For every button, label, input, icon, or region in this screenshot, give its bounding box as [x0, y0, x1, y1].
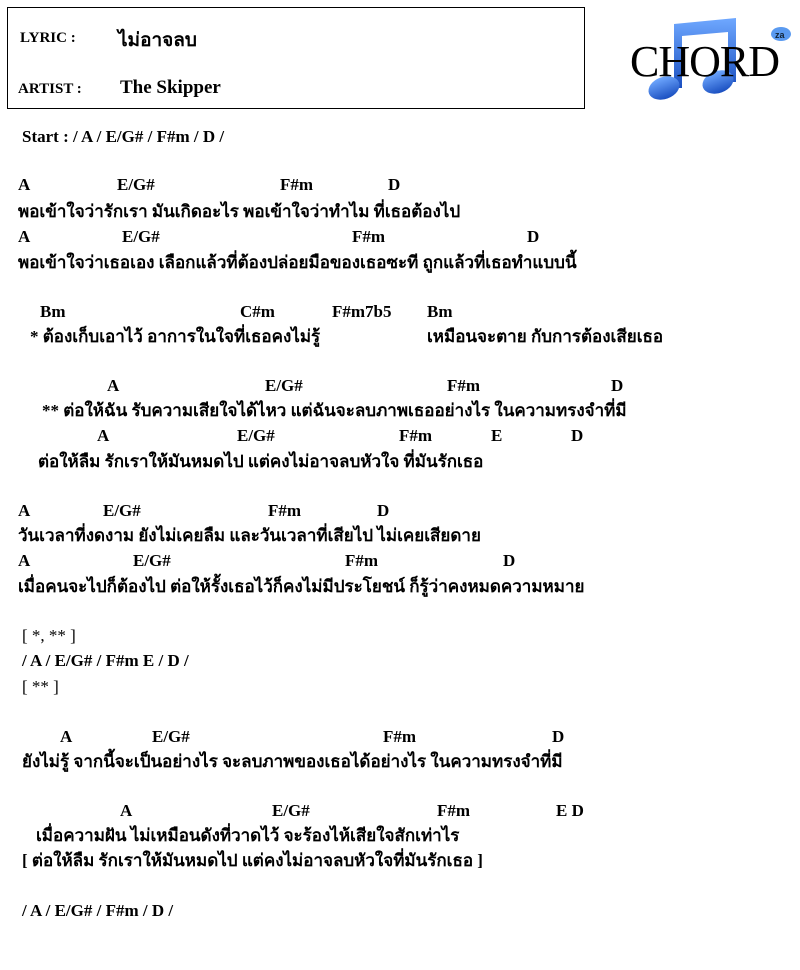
chord: F#m	[268, 501, 302, 520]
chord: F#m	[345, 551, 379, 570]
chord: E	[491, 426, 503, 445]
outro-line: / A / E/G# / F#m / D /	[22, 901, 174, 920]
chord: A	[97, 426, 110, 445]
chord: A	[60, 727, 73, 746]
lyric-line: เมื่อความฝัน ไม่เหมือนดังที่วาดไว้ จะร้องไห้เสียใจสักเท่าไร	[36, 826, 460, 845]
chord: E D	[556, 801, 584, 820]
chord: E/G#	[117, 175, 155, 194]
chord: F#m7b5	[332, 302, 392, 321]
logo-text: CHORD	[630, 37, 780, 86]
chord: D	[503, 551, 516, 570]
repeat-marker: [ *, ** ]	[22, 626, 76, 645]
chord: F#m	[437, 801, 471, 820]
song-title: ไม่อาจลบ	[118, 30, 197, 51]
song-info-box	[7, 7, 585, 109]
chord: D	[527, 227, 540, 246]
chord: A	[18, 551, 31, 570]
lyric-line: ยังไม่รู้ จากนี้จะเป็นอย่างไร จะลบภาพของเธอได้อย่างไร ในความทรงจำที่มี	[22, 752, 563, 771]
instrumental-line: / A / E/G# / F#m E / D /	[22, 651, 189, 670]
artist-label: ARTIST :	[18, 81, 82, 97]
chord: D	[611, 376, 624, 395]
lyric-line: เหมือนจะตาย กับการต้องเสียเธอ	[427, 327, 664, 346]
lyric-line: พอเข้าใจว่ารักเรา มันเกิดอะไร พอเข้าใจว่าทำไม ที่เธอต้องไป	[18, 202, 461, 221]
chord: Bm	[427, 302, 453, 321]
chord: D	[571, 426, 584, 445]
lyric-line: * ต้องเก็บเอาไว้ อาการในใจที่เธอคงไม่รู้	[30, 327, 321, 346]
lyric-line: วันเวลาที่งดงาม ยังไม่เคยลืม และวันเวลาที่เสียไป ไม่เคยเสียดาย	[18, 526, 481, 545]
lyric-line: [ ต่อให้ลืม รักเราให้มันหมดไป แต่คงไม่อาจลบหัวใจที่มันรักเธอ ]	[22, 851, 483, 870]
chord: E/G#	[122, 227, 160, 246]
chord: D	[552, 727, 565, 746]
chord: E/G#	[265, 376, 303, 395]
chord: E/G#	[103, 501, 141, 520]
chord: E/G#	[152, 727, 190, 746]
chord: F#m	[352, 227, 386, 246]
chord: E/G#	[133, 551, 171, 570]
chord: Bm	[40, 302, 66, 321]
lyric-line: เมื่อคนจะไปก็ต้องไป ต่อให้รั้งเธอไว้ก็คงไม่มีประโยชน์ ก็รู้ว่าคงหมดความหมาย	[18, 577, 585, 596]
chord: F#m	[399, 426, 433, 445]
chord: D	[388, 175, 401, 194]
logo-badge: za	[775, 30, 785, 40]
lyric-line: ต่อให้ลืม รักเราให้มันหมดไป แต่คงไม่อาจลบหัวใจ ที่มันรักเธอ	[38, 452, 484, 471]
artist-name: The Skipper	[120, 77, 221, 98]
intro-line: Start : / A / E/G# / F#m / D /	[22, 127, 225, 146]
lyric-line: พอเข้าใจว่าเธอเอง เลือกแล้วที่ต้องปล่อยมือของเธอซะที ถูกแล้วที่เธอทำแบบนี้	[18, 253, 577, 272]
chord: D	[377, 501, 390, 520]
repeat-marker: [ ** ]	[22, 677, 59, 696]
lyric-label: LYRIC :	[20, 30, 76, 46]
lyric-line: ** ต่อให้ฉัน รับความเสียใจได้ไหว แต่ฉันจะลบภาพเธออย่างไร ในความทรงจำที่มี	[42, 401, 627, 420]
chord: E/G#	[237, 426, 275, 445]
chord: A	[120, 801, 133, 820]
chord: A	[18, 175, 31, 194]
chord: F#m	[383, 727, 417, 746]
chord: A	[18, 501, 31, 520]
chord-logo	[626, 14, 796, 104]
chord: A	[18, 227, 31, 246]
chord: A	[107, 376, 120, 395]
chord: F#m	[447, 376, 481, 395]
chord: E/G#	[272, 801, 310, 820]
chord: F#m	[280, 175, 314, 194]
chord: C#m	[240, 302, 275, 321]
